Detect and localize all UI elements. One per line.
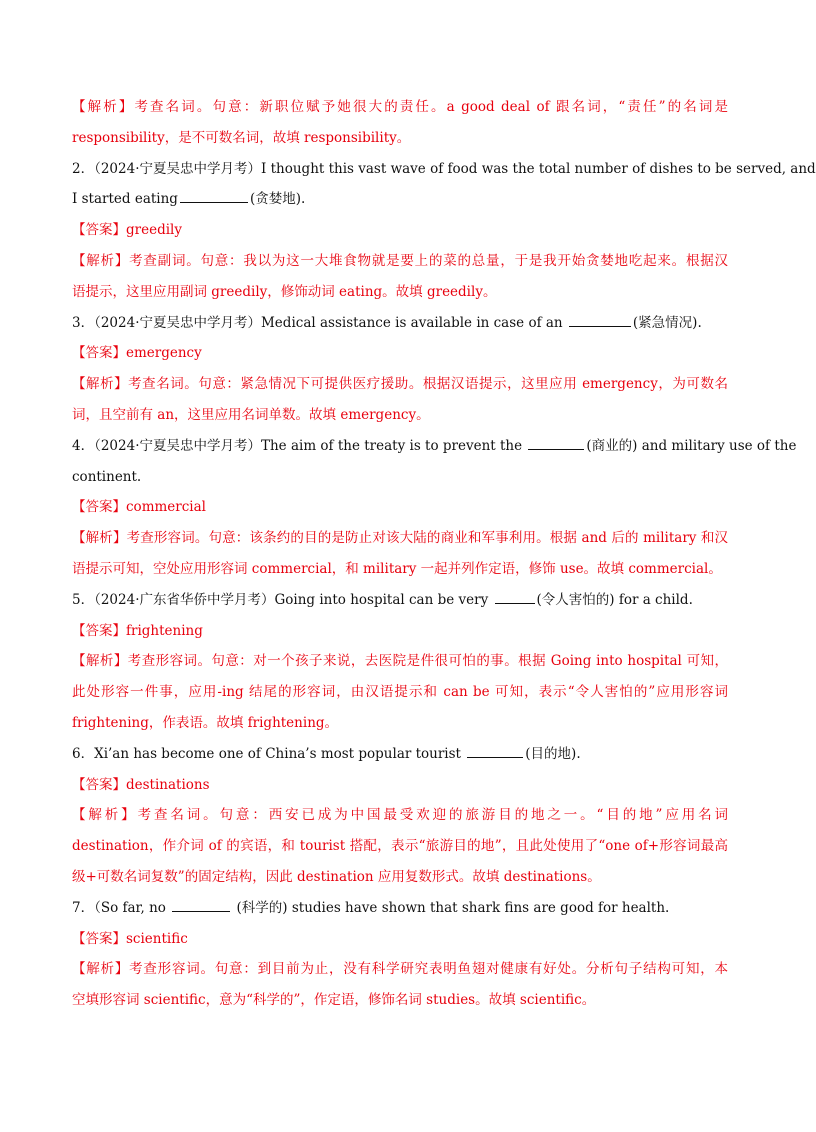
answer-line: 【答案】commercial [72, 499, 206, 516]
analysis-line: frightening，作表语。故填 frightening。 [72, 714, 339, 731]
analysis-line: 此处形容一件事，应用-ing 结尾的形容词，由汉语提示和 can be 可知，表示“令人害怕的”应用形容词 [72, 684, 728, 701]
question-text: 4．（2024·宁夏吴忠中学月考）The aim of the treaty is to prevent the [72, 437, 527, 454]
analysis-line: 【解析】考查名词。句意：紧急情况下可提供医疗援助。根据汉语提示，这里应用 emergency，为可数名 [72, 376, 728, 393]
question-text: (目的地). [525, 745, 581, 762]
question-text: (商业的) and military use of the [586, 437, 797, 454]
document-page [72, 92, 816, 1016]
answer-blank [569, 325, 631, 327]
analysis-line: 【解析】考查形容词。句意：到目前为止，没有科学研究表明鱼翅对健康有好处。分析句子结构可知，本 [72, 961, 728, 978]
question-line [72, 893, 728, 924]
question-text: 3．（2024·宁夏吴忠中学月考）Medical assistance is available in case of an [72, 314, 567, 331]
answer-line: 【答案】scientific [72, 930, 188, 947]
question-line [72, 308, 728, 339]
question-text: (紧急情况). [632, 314, 702, 331]
analysis-line: destination，作介词 of 的宾语，和 tourist 搭配，表示“旅游目的地”，且此处使用了“one of+形容词最高 [72, 838, 728, 855]
answer-line: 【答案】greedily [72, 222, 182, 239]
answer-line: 【答案】frightening [72, 622, 203, 639]
analysis-line: 【解析】考查名词。句意：新职位赋予她很大的责任。a good deal of 跟名词，“责任”的名词是 [72, 99, 728, 115]
analysis-line: 【解析】考查副词。句意：我以为这一大堆食物就是要上的菜的总量，于是我开始贪婪地吃起来。根据汉 [72, 252, 728, 269]
answer-blank [172, 910, 230, 912]
question-line [72, 739, 728, 770]
analysis-line: 语提示可知，空处应用形容词 commercial，和 military 一起并列作定语，修饰 use。故填 commercial。 [72, 560, 722, 577]
analysis-line: 【解析】考查形容词。句意：该条约的目的是防止对该大陆的商业和军事利用。根据 and 后的 military 和汉 [72, 530, 728, 547]
question-text: continent. [72, 468, 142, 485]
question-text: 2．（2024·宁夏吴忠中学月考）I thought this vast wave of food was the total number of dishes to be served, and [72, 160, 816, 177]
question-line [72, 462, 728, 493]
question-text: (贪婪地). [249, 191, 306, 208]
analysis-line: 【解析】考查形容词。句意：对一个孩子来说，去医院是件很可怕的事。根据 Going into hospital 可知， [72, 653, 728, 670]
question-text: 5．（2024·广东省华侨中学月考）Going into hospital can be very [72, 591, 493, 608]
question-line [72, 431, 797, 462]
answer-blank [528, 448, 584, 450]
question-text: (令人害怕的) for a child. [536, 591, 693, 608]
question-line [72, 184, 728, 215]
answer-blank [180, 201, 248, 203]
answer-blank [467, 756, 523, 758]
analysis-line: 词，且空前有 an，这里应用名词单数。故填 emergency。 [72, 406, 430, 423]
answer-line: 【答案】destinations [72, 776, 210, 793]
analysis-line: 空填形容词 scientific，意为“科学的”，作定语，修饰名词 studies。故填 scientific。 [72, 992, 596, 1009]
analysis-line: 级+可数名词复数”的固定结构，因此 destination 应用复数形式。故填 destinations。 [72, 868, 601, 885]
question-text: 7．（So far, no [72, 899, 171, 916]
question-line [72, 585, 728, 616]
question-line [72, 154, 816, 185]
analysis-line: responsibility，是不可数名词，故填 responsibility。 [72, 129, 411, 146]
answer-blank [495, 602, 535, 604]
question-text: (科学的) studies have shown that shark fins are good for health. [232, 899, 670, 916]
analysis-line: 【解析】考查名词。句意：西安已成为中国最受欢迎的旅游目的地之一。“目的地”应用名词 [72, 807, 728, 824]
answer-line: 【答案】emergency [72, 345, 202, 362]
question-text: 6．Xi’an has become one of China’s most popular tourist [72, 745, 466, 762]
question-text: I started eating [72, 191, 178, 208]
analysis-line: 语提示，这里应用副词 greedily，修饰动词 eating。故填 greedily。 [72, 283, 497, 300]
